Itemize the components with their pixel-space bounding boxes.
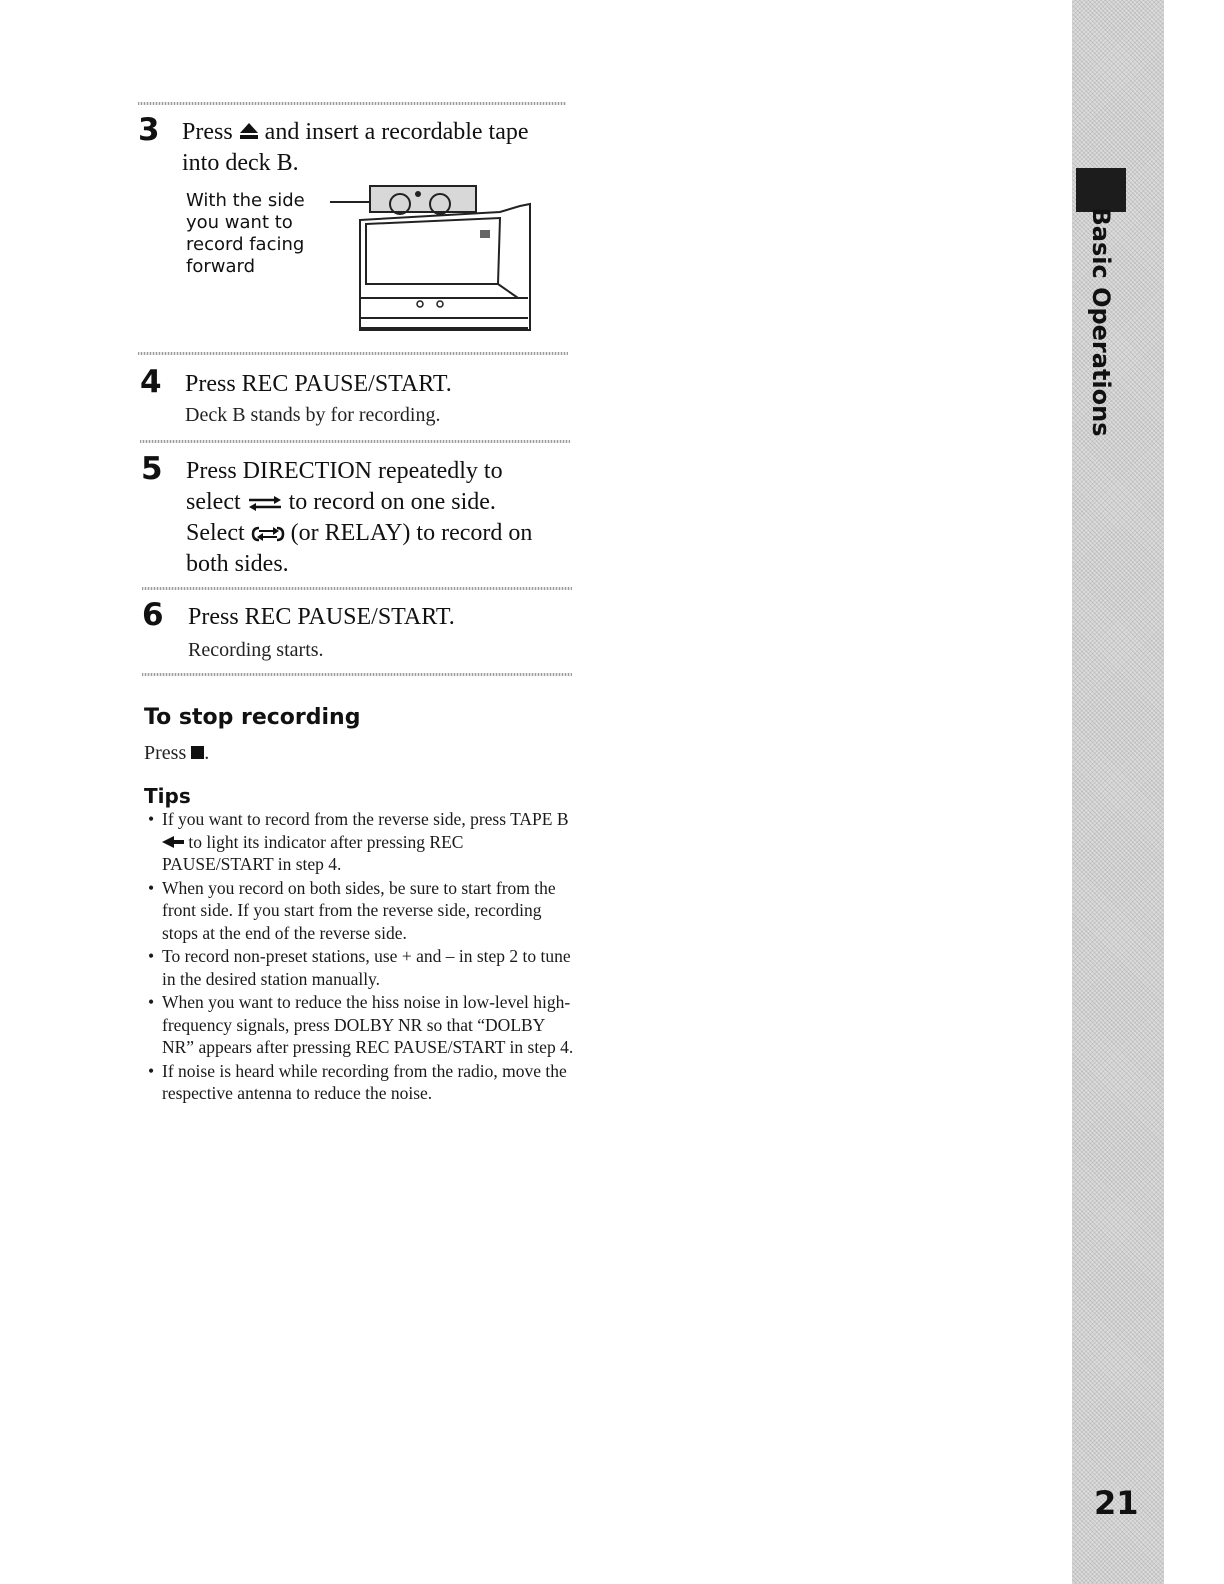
divider (142, 673, 572, 676)
stop-text-post: . (204, 742, 210, 764)
step-5-line3-post: (or RELAY) to record on (290, 520, 533, 546)
step-6-title: Press REC PAUSE/START. (188, 604, 455, 630)
tip-item (146, 808, 576, 876)
step-5-line1: Press DIRECTION repeatedly to (186, 458, 503, 484)
step-4-subtitle: Deck B stands by for recording. (185, 404, 441, 426)
step-5-line3-pre: Select (186, 520, 245, 546)
section-tab (1077, 207, 1125, 437)
tips-heading: Tips (144, 784, 191, 808)
step-4-title: Press REC PAUSE/START. (185, 371, 452, 397)
divider (142, 587, 572, 590)
tip-1-part-a: If you want to record from the reverse side, press TAPE B (162, 809, 569, 829)
tip-item: • To record non-preset stations, use + and – in step 2 to tune in the desired station manually. (146, 945, 576, 990)
one-side-direction-icon (247, 495, 283, 511)
step-3-title-line2: into deck B. (182, 150, 299, 176)
cassette-deck-illustration (330, 180, 540, 340)
stop-recording-heading: To stop recording (144, 705, 361, 730)
tip-1-part-b: to light its indicator after pressing REC PAUSE/START in step 4. (162, 831, 464, 874)
section-label: Basic Operations (1087, 207, 1115, 437)
step-4-number: 4 (140, 364, 162, 400)
divider (140, 440, 570, 443)
step-3-title-pre: Press (182, 119, 233, 145)
step-3-title (182, 117, 582, 179)
step-3-title-post: and insert a recordable tape (264, 119, 529, 145)
step-3-number: 3 (138, 112, 160, 148)
illustration-caption: With the side you want to record facing forward (186, 190, 305, 277)
divider (138, 102, 566, 105)
tips-list (146, 808, 576, 1106)
step-5-number: 5 (141, 451, 163, 487)
relay-direction-icon (251, 525, 285, 543)
divider (138, 352, 568, 355)
tip-item: • When you want to reduce the hiss noise in low-level high-frequency signals, press DOLBY NR so that “DOLBY NR” appears after pressing REC PAUSE/START in step 4. (146, 991, 576, 1059)
step-6-subtitle: Recording starts. (188, 639, 324, 661)
tip-item: • If noise is heard while recording from the radio, move the respective antenna to reduce the noise. (146, 1060, 576, 1105)
section-marker (1076, 168, 1126, 212)
page-number: 21 (1094, 1484, 1139, 1522)
step-6-number: 6 (142, 597, 164, 633)
step-5-text (186, 456, 576, 580)
stop-text-pre: Press (144, 742, 187, 764)
reverse-play-icon (162, 836, 184, 848)
step-5-line4: both sides. (186, 551, 289, 577)
stop-recording-text (144, 740, 209, 766)
step-5-line2-pre: select (186, 489, 241, 515)
eject-icon (239, 122, 259, 140)
tip-item: • When you record on both sides, be sure to start from the front side. If you start from the reverse side, recording stops at the end of the reverse side. (146, 877, 576, 945)
step-5-line2-post: to record on one side. (288, 489, 496, 515)
stop-icon (191, 746, 204, 759)
